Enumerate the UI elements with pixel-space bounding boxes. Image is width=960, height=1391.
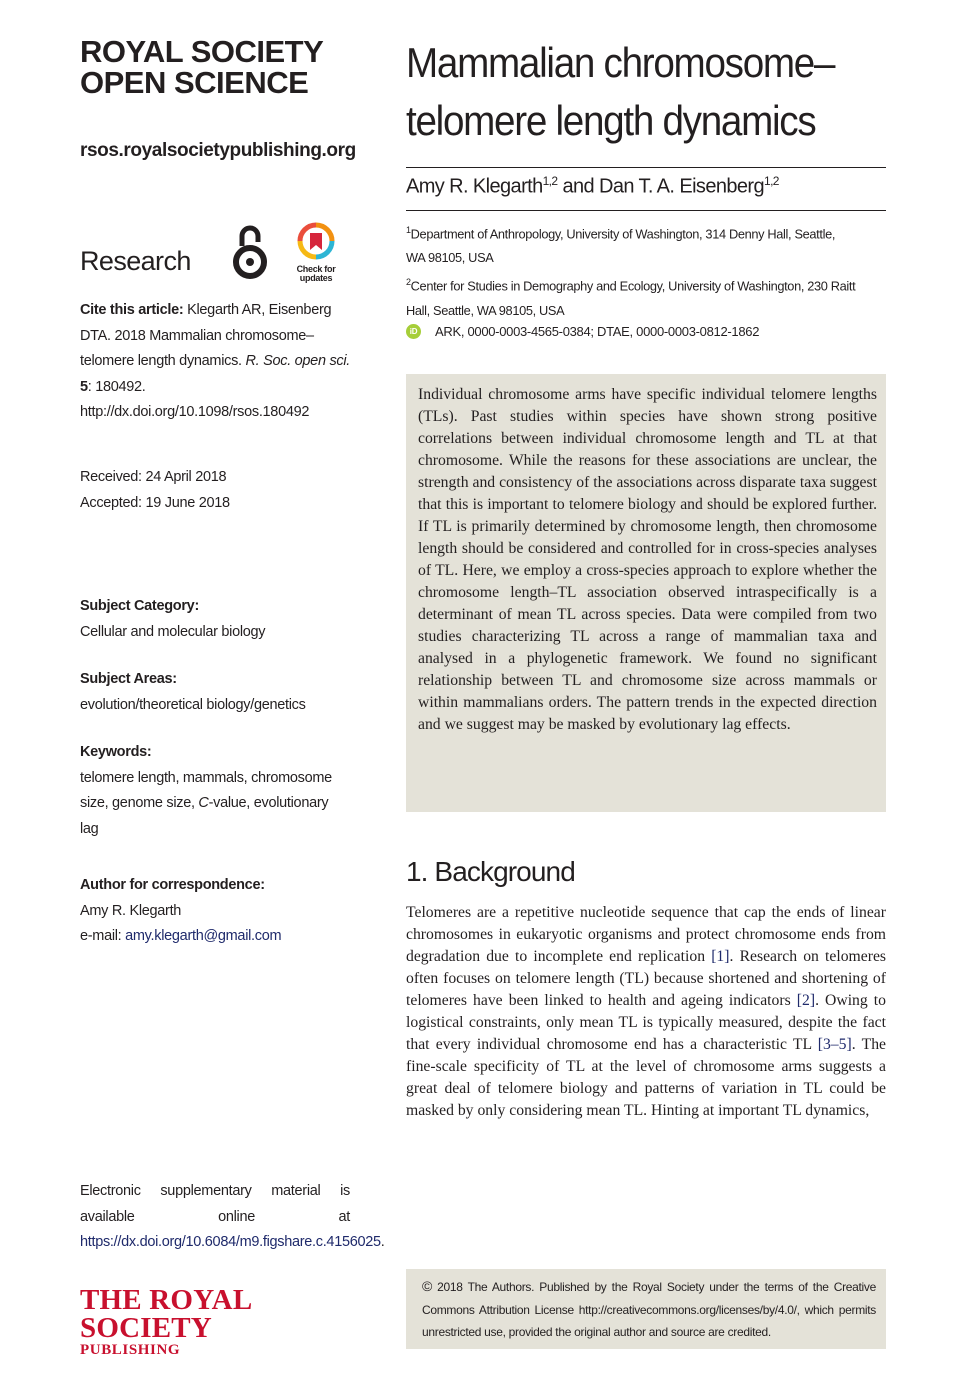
correspondence-label: Author for correspondence: — [80, 877, 265, 893]
check-updates-icon — [292, 222, 340, 260]
cite-journal: R. Soc. open sci. — [245, 353, 350, 369]
dates-block — [80, 465, 350, 516]
article-title — [406, 34, 848, 150]
esm-link[interactable]: https://dx.doi.org/10.6084/m9.figshare.c.4156025 — [80, 1234, 381, 1250]
keywords-label: Keywords: — [80, 744, 152, 760]
author-2-affil: 1,2 — [764, 174, 779, 188]
check-for-updates-badge[interactable] — [292, 222, 340, 282]
license-box — [406, 1269, 886, 1349]
keywords-value — [80, 766, 350, 843]
correspondence-block — [80, 873, 350, 950]
abstract-box — [406, 374, 886, 812]
title-divider — [406, 167, 886, 168]
cite-text: Klegarth AR, Eisenberg DTA. 2018 Mammalian chromosome–telomere length dynamics. — [80, 302, 332, 369]
authors-divider — [406, 210, 886, 211]
supplementary-material-note — [80, 1179, 385, 1256]
title-line1: Mammalian chromosome– — [406, 39, 835, 86]
article-type-label: Research — [80, 246, 191, 276]
abstract-text: Individual chromosome arms have specific individual telomere lengths (TLs). Past studies within species have shown strong positive correlations between individual chromosome length and TL at that chromosome. While the reasons for these associations are unclear, the strength and consistency of the associations across disparate taxa suggest that this is important to telomere biology and should be explored further. If TL is primarily determined by chromosome length, then chromosome length should be considered and controlled for in cross-species analyses of TL. Here, we employ a cross-species approach to explore whether the chromosome length–TL association observed intraspecifically is a determinant of mean TL across species. Data were compiled from two studies characterizing TL across a range of mammalian taxa and analysed in a phylogenetic framework. We found no significant relationship between TL and chromosome size across mammals or within mammalians orders. The pattern trends in the expected direction and we suggest may be masked by evolutionary lag effects. — [418, 386, 877, 733]
license-text: 2018 The Authors. Published by the Royal Society under the terms of the Creative Commons Attribution License http://creativecommons.org/licenses/by/4.0/, which permits unrestricted use, provided the original author and source are credited. — [422, 1280, 876, 1339]
body-text-1: Telomeres are a repetitive nucleotide sequence that cap the ends of linear chromosomes in eukaryotic organisms and protect chromosome ends from degradation due to incomplete end replication — [406, 904, 886, 965]
publisher-subname: PUBLISHING — [80, 1342, 181, 1358]
keywords-text-end: -value, evolutionary lag — [80, 795, 329, 837]
orcid-icon[interactable]: iD — [406, 324, 421, 339]
body-paragraph — [406, 902, 886, 1122]
subject-category-label: Subject Category: — [80, 598, 199, 614]
author-list — [406, 174, 779, 199]
citation-block — [80, 298, 350, 426]
esm-text: Electronic supplementary material is available online at — [80, 1183, 350, 1225]
subject-category-value: Cellular and molecular biology — [80, 623, 266, 640]
section-heading: 1. Background — [406, 856, 575, 887]
keywords-text: telomere length, mammals, chromosome size, genome size, — [80, 769, 332, 811]
check-updates-line1: Check for — [296, 264, 336, 274]
cite-label: Cite this article: — [80, 302, 184, 318]
body-text-2: . Research on telomeres often focuses on telomere length (TL) because shortened and shortening of telomeres have been linked to health and ageing indicators — [406, 948, 887, 1009]
reference-link-2[interactable]: [2] — [796, 992, 816, 1009]
cite-pages: : 180492. — [87, 378, 146, 395]
journal-url-link[interactable]: rsos.royalsocietypublishing.org — [80, 140, 356, 161]
email-label: e-mail: — [80, 928, 126, 944]
body-text-4: . The fine-scale specificity of TL at the level of chromosome arms suggests a great deal of telomere biology and patterns of variation in TL could be masked by only considering mean TL. Hinting at important TL dynamics, — [406, 1036, 886, 1119]
esm-end: . — [380, 1234, 385, 1250]
subject-areas-block — [80, 667, 350, 718]
publisher-logo — [80, 1286, 370, 1358]
keywords-block — [80, 740, 350, 842]
subject-areas-value: evolution/theoretical biology/genetics — [80, 696, 306, 713]
author-1[interactable]: Amy R. Klegarth — [406, 175, 543, 198]
author-1-affil: 1,2 — [542, 174, 558, 188]
email-link[interactable]: amy.klegarth@gmail.com — [125, 928, 282, 944]
subject-category-block — [80, 594, 350, 645]
title-line2: telomere length dynamics — [406, 97, 816, 144]
affiliation-2-text: Center for Studies in Demography and Ecology, University of Washington, 230 Raitt Hall, Seattle, WA 98105, USA — [406, 278, 856, 318]
check-updates-line2: updates — [299, 273, 333, 283]
received-date: Received: 24 April 2018 — [80, 469, 227, 485]
authors-and: and — [557, 175, 599, 198]
subject-areas-label: Subject Areas: — [80, 671, 177, 687]
accepted-date: Accepted: 19 June 2018 — [80, 494, 230, 511]
affiliation-1-text: Department of Anthropology, University of Washington, 314 Denny Hall, Seattle, WA 98105, USA — [406, 226, 836, 266]
orcid-ids: ARK, 0000-0003-4565-0384; DTAE, 0000-0003-0812-1862 — [435, 324, 760, 339]
copyright-icon: © — [422, 1278, 433, 1294]
author-2[interactable]: Dan T. A. Eisenberg — [598, 175, 764, 198]
affiliation-2 — [406, 270, 856, 322]
affiliation-1-num: 1 — [406, 225, 411, 235]
orcid-line — [406, 324, 759, 339]
affiliations — [406, 218, 856, 323]
affiliation-1 — [406, 218, 856, 270]
cite-volume: 5 — [80, 378, 88, 395]
journal-name-line1: ROYAL SOCIETY — [80, 34, 324, 69]
cite-doi-link[interactable]: http://dx.doi.org/10.1098/rsos.180492 — [80, 404, 310, 420]
body-text-3: . Owing to logistical constraints, only mean TL is typically measured, despite the fact that every individual chromosome end has a characteristic TL — [406, 992, 886, 1053]
correspondence-name: Amy R. Klegarth — [80, 902, 182, 919]
affiliation-2-num: 2 — [406, 277, 411, 288]
open-access-lock-icon — [228, 222, 272, 280]
journal-logo — [80, 36, 380, 98]
publisher-name: THE ROYAL SOCIETY — [80, 1284, 251, 1344]
journal-name-line2: OPEN SCIENCE — [80, 65, 309, 100]
keywords-c: C — [198, 795, 209, 811]
reference-link-1[interactable]: [1] — [711, 948, 730, 965]
reference-link-3[interactable]: [3–5] — [817, 1036, 852, 1053]
